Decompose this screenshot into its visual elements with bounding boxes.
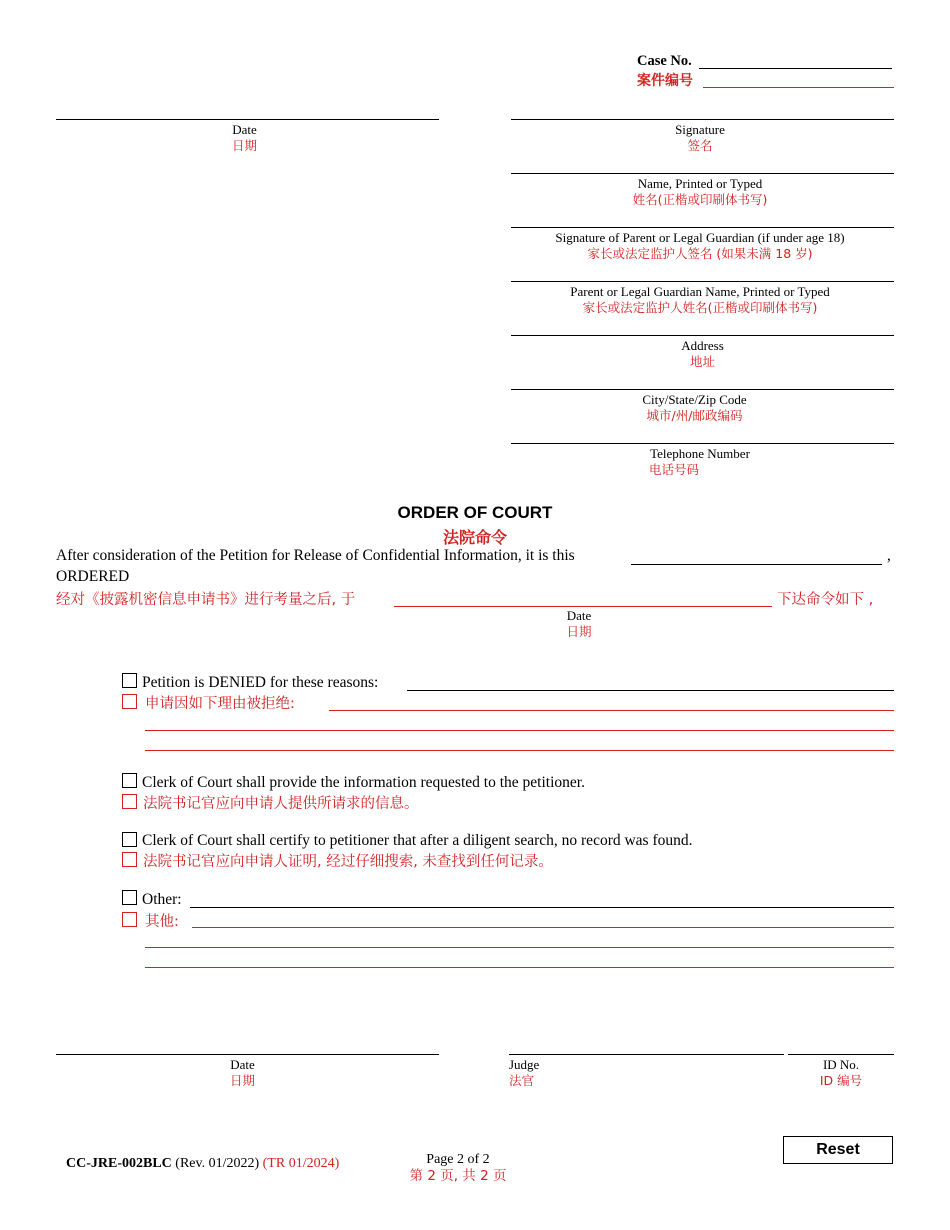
id-no-caption: ID No. ID 编号	[819, 1057, 863, 1088]
city-field[interactable]	[511, 368, 894, 390]
denied-checkbox[interactable]	[122, 673, 137, 688]
order-title-zh: 法院命令	[442, 528, 507, 547]
certify-checkbox-zh[interactable]	[122, 852, 137, 867]
signature-field[interactable]	[511, 98, 894, 120]
city-caption: City/State/Zip Code 城市/州/邮政编码	[642, 392, 747, 423]
order-comma: ,	[887, 547, 891, 564]
guardian-name-caption: Parent or Legal Guardian Name, Printed or Typed 家长或法定监护人姓名(正楷或印刷体书写)	[570, 284, 830, 315]
denied-reason-field[interactable]	[407, 674, 894, 691]
order-intro: After consideration of the Petition for Release of Confidential Information, it is this	[56, 547, 575, 564]
date-field-top[interactable]	[56, 98, 439, 120]
telephone-caption: Telephone Number 电话号码	[648, 446, 750, 477]
denied-checkbox-zh[interactable]	[122, 694, 137, 709]
case-no-label-zh: 案件编号	[637, 73, 693, 89]
order-day-field[interactable]	[631, 548, 882, 565]
form-id	[66, 1156, 339, 1172]
case-no-field-zh[interactable]	[703, 70, 894, 88]
guardian-name-field[interactable]	[511, 260, 894, 282]
telephone-field[interactable]	[511, 422, 894, 444]
guardian-signature-field[interactable]	[511, 206, 894, 228]
case-no-field[interactable]	[699, 52, 892, 69]
certify-label-zh: 法院书记官应向申请人证明, 经过仔细搜索, 未查找到任何记录。	[143, 854, 553, 870]
reset-button[interactable]: Reset	[783, 1136, 893, 1164]
judge-date-field[interactable]	[56, 1034, 439, 1055]
case-no-label: Case No.	[637, 53, 692, 69]
other-line-2[interactable]	[145, 931, 894, 948]
judge-signature-field[interactable]	[509, 1034, 784, 1055]
date-caption-top: Date 日期	[231, 122, 257, 153]
page-number: Page 2 of 2 第 2 页, 共 2 页	[409, 1152, 507, 1184]
provide-checkbox-zh[interactable]	[122, 794, 137, 809]
provide-label-zh: 法院书记官应向申请人提供所请求的信息。	[143, 796, 419, 812]
provide-checkbox[interactable]	[122, 773, 137, 788]
order-title: ORDER OF COURT	[397, 503, 553, 522]
denied-label-zh: 申请因如下理由被拒绝:	[145, 696, 295, 712]
signature-caption: Signature 签名	[675, 122, 725, 153]
certify-label: Clerk of Court shall certify to petitioner that after a diligent search, no record was found.	[142, 832, 693, 849]
judge-caption: Judge 法官	[509, 1057, 540, 1088]
order-date-field-zh[interactable]	[394, 590, 772, 607]
other-checkbox[interactable]	[122, 890, 137, 905]
form-tr: (TR 01/2024)	[262, 1156, 340, 1171]
guardian-signature-caption: Signature of Parent or Legal Guardian (if under age 18) 家长或法定监护人签名 (如果未满 18 岁)	[555, 230, 845, 261]
other-label: Other:	[142, 891, 182, 908]
name-caption: Name, Printed or Typed 姓名(正楷或印刷体书写)	[632, 176, 768, 207]
provide-label: Clerk of Court shall provide the information requested to the petitioner.	[142, 774, 585, 791]
order-intro-zh-end: 下达命令如下 ,	[777, 592, 874, 608]
form-rev: (Rev. 01/2022)	[175, 1156, 260, 1171]
denied-reason-line-2[interactable]	[145, 714, 894, 731]
other-line-3[interactable]	[145, 951, 894, 968]
order-ordered: ORDERED	[56, 568, 130, 585]
other-field-zh[interactable]	[192, 911, 894, 928]
denied-reason-field-zh[interactable]	[329, 694, 894, 711]
form-id-code: CC-JRE-002BLC	[66, 1156, 172, 1171]
order-intro-zh: 经对《披露机密信息申请书》进行考量之后, 于	[56, 592, 356, 608]
address-field[interactable]	[511, 314, 894, 336]
certify-checkbox[interactable]	[122, 832, 137, 847]
other-checkbox-zh[interactable]	[122, 912, 137, 927]
id-no-field[interactable]	[788, 1034, 894, 1055]
denied-reason-line-3[interactable]	[145, 734, 894, 751]
address-caption: Address 地址	[681, 338, 724, 369]
judge-date-caption: Date 日期	[229, 1057, 255, 1088]
denied-label: Petition is DENIED for these reasons:	[142, 674, 379, 691]
other-label-zh: 其他:	[145, 914, 179, 930]
order-date-caption: Date 日期	[566, 608, 592, 639]
other-field[interactable]	[190, 891, 894, 908]
name-field[interactable]	[511, 152, 894, 174]
